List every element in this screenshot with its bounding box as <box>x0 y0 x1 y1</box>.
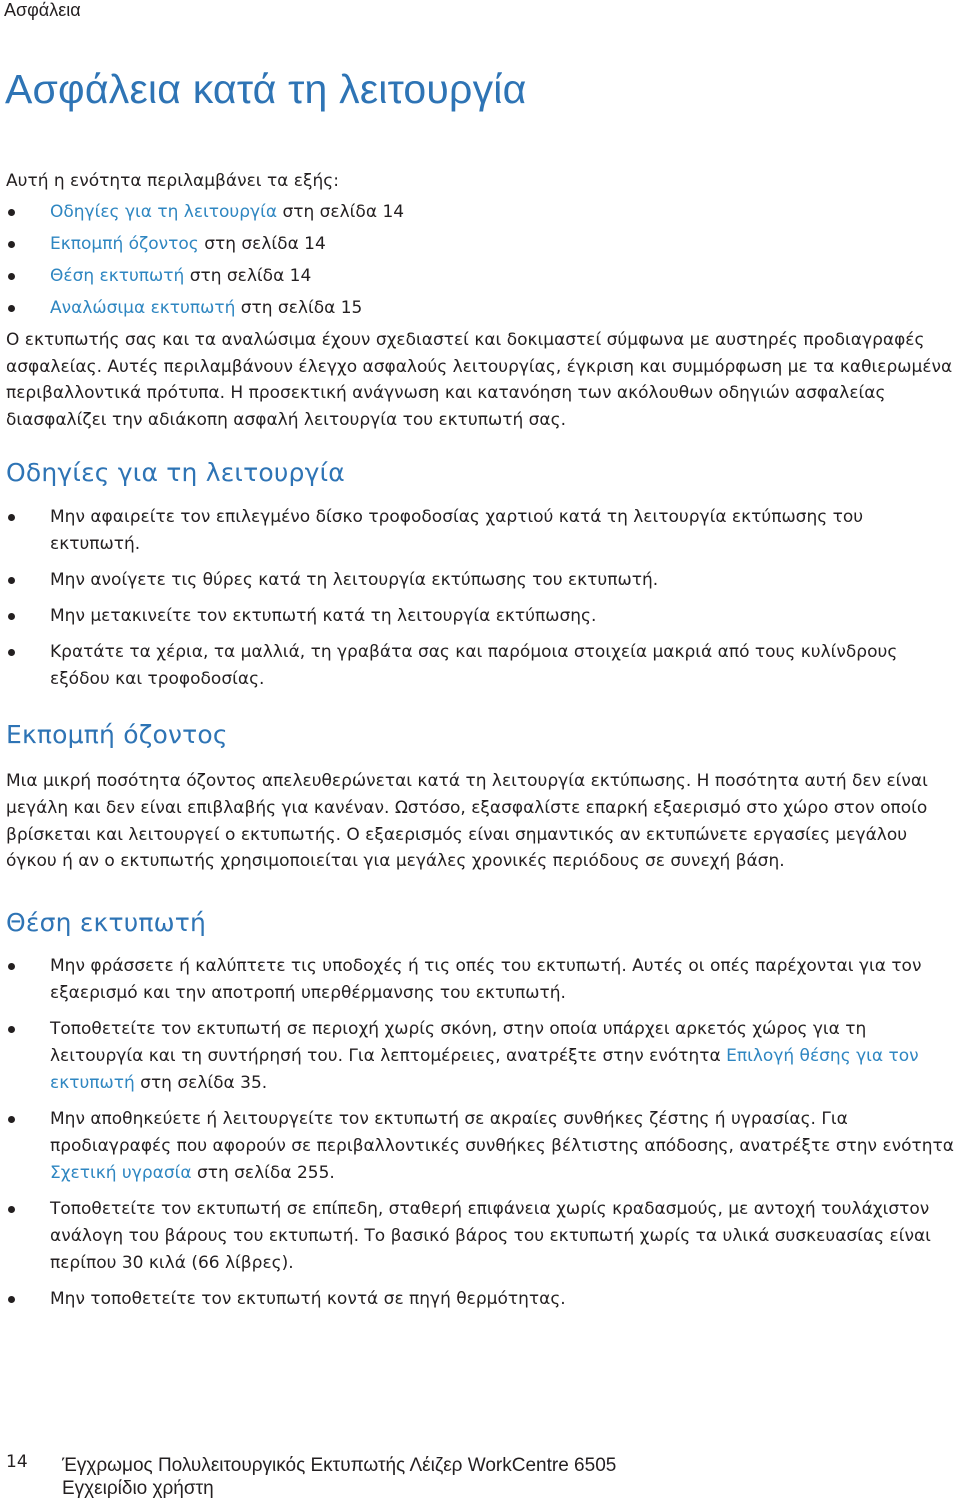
running-header: Ασφάλεια <box>4 0 81 20</box>
page-content <box>6 168 958 1322</box>
list-item <box>6 1016 958 1097</box>
list-item <box>6 953 958 1007</box>
toc-item <box>6 231 958 258</box>
list-item-text: Μην μετακινείτε τον εκτυπωτή κατά τη λειτουργία εκτύπωσης. <box>50 606 597 627</box>
toc-item <box>6 295 958 322</box>
page-number: 14 <box>6 1452 28 1472</box>
list-item-text: Τοποθετείτε τον εκτυπωτή σε περιοχή χωρίς σκόνη, στην οποία υπάρχει αρκετός χώρος για τη λειτουργία και τη συντήρησή του. Για λεπτομέρειες, ανατρέξτε στην ενότητα <box>50 1018 867 1066</box>
ozone-paragraph: Μια μικρή ποσότητα όζοντος απελευθερώνεται κατά τη λειτουργία εκτύπωσης. Η ποσότητα αυτή δεν είναι μεγάλη και δεν είναι επιβλαβής για κανέναν. Ωστόσο, εξασφαλίστε επαρκή εξαερισμό στο χώρο στον οποίο βρίσκεται και λειτουργεί ο εκτυπωτής. Ο εξαερισμός είναι σημαντικός αν εκτυπώνετε εργασίες μεγάλου όγκου ή αν ο εκτυπωτής χρησιμοποιείται για μεγάλες χρονικές περιόδους σε συνεχή βάση. <box>6 771 928 872</box>
link-relative-humidity[interactable]: Σχετική υγρασία <box>50 1162 192 1183</box>
toc-link-supplies[interactable]: Αναλώσιμα εκτυπωτή <box>50 298 236 318</box>
link-printer-placement[interactable]: Επιλογή θέσης για τον εκτυπωτή <box>50 1045 919 1093</box>
list-item-text: Τοποθετείτε τον εκτυπωτή σε επίπεδη, σταθερή επιφάνεια χωρίς κραδασμούς, με αντοχή τουλάχιστον ανάλογη του βάρους του εκτυπωτή. Το βασικό βάρος του εκτυπωτή χωρίς τα υλικά συσκευασίας είναι περίπου 30 κιλά (66 λίβρες). <box>50 1198 931 1273</box>
section-heading-printer-location: Θέση εκτυπωτή <box>6 907 207 937</box>
toc-link-operating-guidelines[interactable]: Οδηγίες για τη λειτουργία <box>50 202 278 222</box>
operating-guidelines-list <box>6 504 958 693</box>
section-heading-operating-guidelines: Οδηγίες για τη λειτουργία <box>6 458 345 488</box>
section-toc <box>6 199 958 322</box>
intro-text: Αυτή η ενότητα περιλαμβάνει τα εξής: <box>6 171 339 191</box>
list-item-text: Μην φράσσετε ή καλύπτετε τις υποδοχές ή τις οπές του εκτυπωτή. Αυτές οι οπές παρέχονται για τον εξαερισμό και την αποτροπή υπερθέρμανσης του εκτυπωτή. <box>50 955 922 1003</box>
list-item-text: Μην ανοίγετε τις θύρες κατά τη λειτουργία εκτύπωσης του εκτυπωτή. <box>50 570 659 591</box>
list-item <box>6 567 958 594</box>
toc-link-ozone[interactable]: Εκπομπή όζοντος <box>50 234 199 254</box>
toc-page-ref: στη σελίδα 14 <box>277 202 405 222</box>
page-title: Ασφάλεια κατά τη λειτουργία <box>5 66 527 112</box>
toc-link-printer-location[interactable]: Θέση εκτυπωτή <box>50 266 185 286</box>
footer-product-line: Έγχρωμος Πολυλειτουργικός Εκτυπωτής Λέιζερ WorkCentre 6505 <box>62 1455 617 1476</box>
toc-item <box>6 199 958 226</box>
toc-page-ref: στη σελίδα 14 <box>184 266 312 286</box>
list-item-text: Μην αφαιρείτε τον επιλεγμένο δίσκο τροφοδοσίας χαρτιού κατά τη λειτουργία εκτύπωσης του εκτυπωτή. <box>50 507 864 555</box>
list-item-text: Μην τοποθετείτε τον εκτυπωτή κοντά σε πηγή θερμότητας. <box>50 1288 566 1309</box>
list-item-text: Μην αποθηκεύετε ή λειτουργείτε τον εκτυπωτή σε ακραίες συνθήκες ζέστης ή υγρασίας. Για προδιαγραφές που αφορούν σε περιβαλλοντικές συνθήκες βέλτιστης απόδοσης, ανατρέξτε στην ενότητα <box>50 1108 954 1156</box>
list-item <box>6 504 958 558</box>
toc-page-ref: στη σελίδα 14 <box>198 234 326 254</box>
list-item-text: Κρατάτε τα χέρια, τα μαλλιά, τη γραβάτα σας και παρόμοια στοιχεία μακριά από τους κυλίνδρους εξόδου και τροφοδοσίας. <box>50 642 898 690</box>
list-item <box>6 639 958 693</box>
intro-paragraph: Ο εκτυπωτής σας και τα αναλώσιμα έχουν σχεδιαστεί και δοκιμαστεί σύμφωνα με αυστηρές προδιαγραφές ασφαλείας. Αυτές περιλαμβάνουν έλεγχο ασφαλούς λειτουργίας, έγκριση και συμμόρφωση με τα καθιερωμένα περιβαλλοντικά πρότυπα. Η προσεκτική ανάγνωση και κατανόηση των ακόλουθων οδηγιών ασφαλείας διασφαλίζει την αδιάκοπη ασφαλή λειτουργία του εκτυπωτή σας. <box>6 330 953 430</box>
list-item <box>6 1106 958 1187</box>
toc-item <box>6 263 958 290</box>
list-item <box>6 1286 958 1313</box>
footer-title <box>62 1454 616 1500</box>
list-item-text: στη σελίδα 35. <box>134 1072 268 1093</box>
toc-page-ref: στη σελίδα 15 <box>235 298 363 318</box>
section-heading-ozone: Εκπομπή όζοντος <box>6 720 228 750</box>
footer-guide-line: Εγχειρίδιο χρήστη <box>62 1478 214 1499</box>
list-item <box>6 1196 958 1277</box>
printer-location-list <box>6 953 958 1313</box>
list-item-text: στη σελίδα 255. <box>191 1162 335 1183</box>
list-item <box>6 603 958 630</box>
